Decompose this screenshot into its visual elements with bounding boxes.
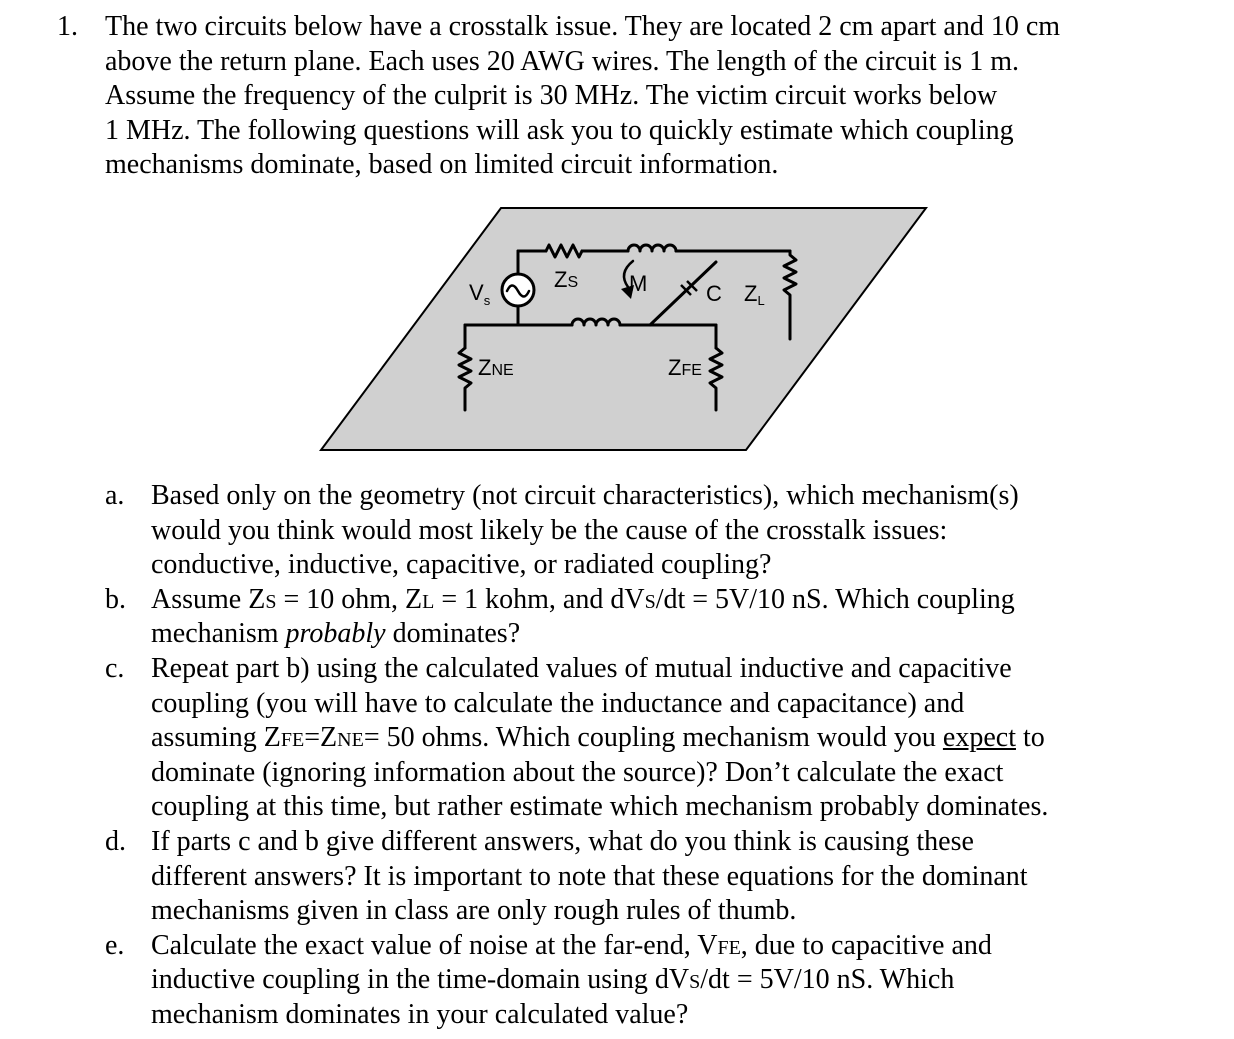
part-d-line: mechanisms given in class are only rough rules of thumb.: [151, 895, 797, 927]
subscript: FE: [280, 729, 305, 752]
part-e-label: e.: [105, 929, 125, 961]
part-e-line: [151, 963, 1215, 998]
vs-label: V: [469, 280, 484, 305]
text-run: to: [1015, 722, 1045, 754]
text-run: =Z: [304, 722, 338, 754]
text-run: Assume Z: [151, 583, 266, 615]
zs-subscript: S: [567, 274, 579, 291]
emphasis-text: probably: [285, 618, 386, 650]
zfe-label: Z: [668, 355, 682, 380]
question-stem: [105, 10, 1215, 183]
subquestions: [105, 479, 1215, 1033]
part-d-label: d.: [105, 825, 126, 857]
part-c-line: Repeat part b) using the calculated values of mutual inductive and capacitive: [151, 652, 1012, 684]
stem-line-5: mechanisms dominate, based on limited circuit information.: [105, 149, 779, 181]
question-number: 1.: [57, 11, 78, 42]
part-a-line: would you think would most likely be the cause of the crosstalk issues:: [151, 514, 948, 546]
vs-subscript: s: [483, 293, 491, 308]
part-b-line: [151, 617, 1215, 652]
zfe-subscript: FE: [681, 362, 702, 379]
part-e-line: [151, 929, 1215, 964]
text-run: = 1 kohm, and dV: [434, 583, 645, 615]
text-run: /dt = 5V/10 nS. Which coupling: [655, 583, 1015, 615]
return-plane: [321, 208, 926, 450]
m-label: M: [629, 271, 648, 296]
subscript: S: [689, 971, 701, 994]
part-a-label: a.: [105, 480, 125, 511]
text-run: assuming Z: [151, 722, 281, 754]
zne-subscript: NE: [491, 362, 514, 379]
text-run: , due to capacitive and: [740, 929, 992, 961]
subscript: FE: [717, 936, 741, 959]
part-c-line: coupling at this time, but rather estimate which mechanism probably dominates.: [151, 791, 1049, 823]
part-b-label: b.: [105, 583, 126, 615]
part-d-line: different answers? It is important to note that these equations for the dominant: [151, 860, 1028, 892]
part-b-line: [151, 583, 1215, 618]
stem-line-4: 1 MHz. The following questions will ask you to quickly estimate which coupling: [105, 114, 1014, 146]
subscript: L: [422, 590, 435, 613]
part-c: [105, 652, 1215, 825]
stem-line-2: above the return plane. Each uses 20 AWG wires. The length of the circuit is 1 m.: [105, 45, 1019, 77]
text-run: Calculate the exact value of noise at the far-end, V: [151, 929, 718, 961]
c-label: C: [706, 281, 722, 306]
part-c-line: dominate (ignoring information about the source)? Don’t calculate the exact: [151, 756, 1004, 788]
text-run: inductive coupling in the time-domain using dV: [151, 964, 690, 996]
part-c-line: [151, 721, 1215, 756]
subscript: NE: [337, 729, 364, 752]
part-a: [105, 479, 1215, 583]
text-run: = 10 ohm, Z: [276, 583, 423, 615]
zl-label: Z: [744, 281, 758, 306]
text-run: dominates?: [385, 618, 521, 650]
subscript: S: [265, 590, 277, 613]
text-run: = 50 ohms. Which coupling mechanism would you: [363, 722, 943, 754]
underlined-text: expect: [942, 722, 1016, 754]
zs-label: Z: [554, 267, 568, 292]
zl-subscript: L: [757, 293, 765, 308]
stem-line-3: Assume the frequency of the culprit is 30 MHz. The victim circuit works below: [105, 80, 998, 112]
part-b: [105, 583, 1215, 652]
part-e: [105, 929, 1215, 1033]
part-c-line: coupling (you will have to calculate the inductance and capacitance) and: [151, 687, 965, 719]
part-d-line: If parts c and b give different answers, what do you think is causing these: [151, 825, 974, 857]
subscript: S: [644, 590, 656, 613]
crosstalk-circuit-figure: [318, 205, 938, 455]
stem-line-1: The two circuits below have a crosstalk issue. They are located 2 cm apart and 10 cm: [105, 11, 1061, 42]
part-c-label: c.: [105, 652, 125, 684]
part-a-line: conductive, inductive, capacitive, or radiated coupling?: [151, 549, 772, 581]
part-e-line: mechanism dominates in your calculated value?: [151, 998, 689, 1030]
part-a-line: Based only on the geometry (not circuit characteristics), which mechanism(s): [151, 480, 1019, 511]
text-run: /dt = 5V/10 nS. Which: [700, 964, 955, 996]
zne-label: Z: [478, 355, 492, 380]
part-d: [105, 825, 1215, 929]
text-run: mechanism: [151, 618, 286, 650]
